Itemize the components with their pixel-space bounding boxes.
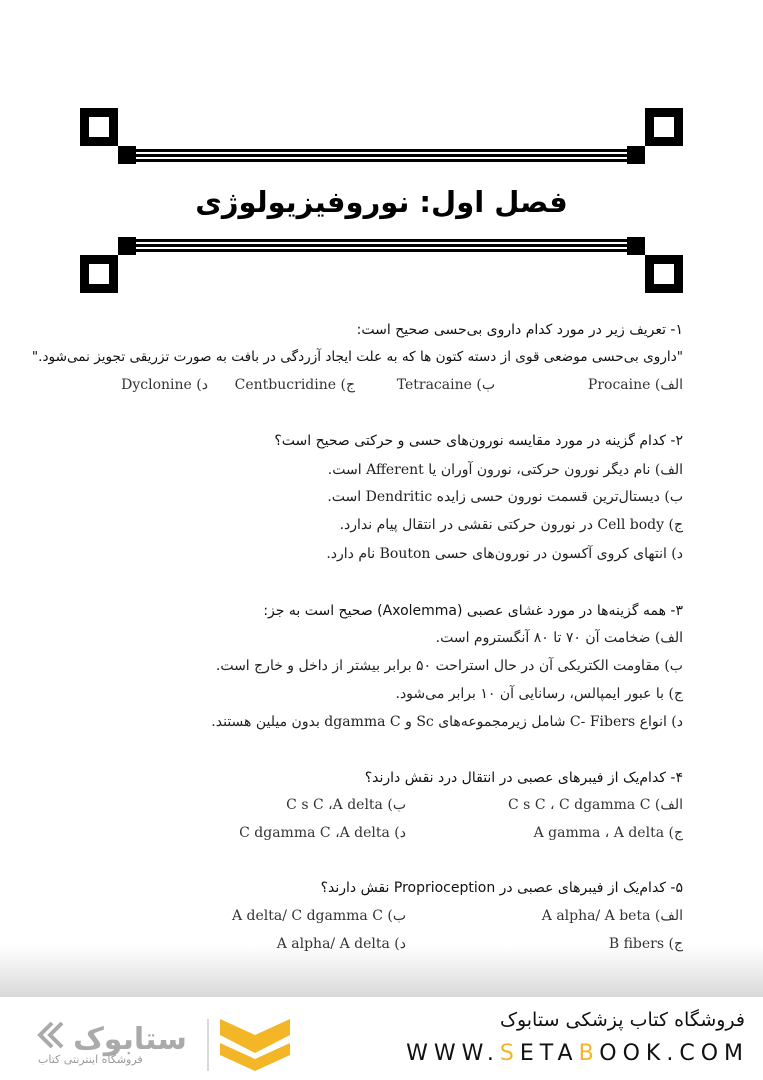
- option: ب) مقاومت الکتریکی آن در حال استراحت ۵۰ برابر بیشتر از داخل و خارج است.: [215, 658, 683, 674]
- option: د) C dgamma C ،A delta: [239, 825, 406, 841]
- store-name: فروشگاه کتاب پزشکی ستابوک: [499, 1009, 745, 1031]
- question-4: ۴- کدام‌یک از فیبرهای عصبی در انتقال درد نقش دارند؟: [364, 770, 683, 786]
- option: د) A alpha/ A delta: [276, 936, 406, 952]
- frame-corner-square: [645, 255, 683, 293]
- option: ب) C s C ،A delta: [286, 797, 406, 813]
- url-accent: S: [499, 1041, 520, 1066]
- option: ج) Cell body در نورون حرکتی نقشی در انتقال پیام ندارد.: [339, 517, 683, 533]
- question-1: ۱- تعریف زیر در مورد کدام داروی بی‌حسی صحیح است:: [356, 322, 683, 338]
- logo-subtitle: فروشگاه اینترنتی کتاب: [38, 1053, 143, 1066]
- frame-corner-block: [118, 237, 136, 255]
- logo-wordmark: ستابوک: [73, 1022, 187, 1057]
- option: ج) B fibers: [608, 936, 683, 952]
- option: د) انواع C- Fibers شامل زیرمجموعه‌های Sc و dgamma C بدون میلین هستند.: [211, 714, 683, 730]
- store-url[interactable]: [406, 1041, 749, 1066]
- frame-corner-square: [645, 108, 683, 146]
- frame-corner-square: [80, 255, 118, 293]
- url-part: ETA: [519, 1041, 579, 1066]
- question-5: ۵- کدام‌یک از فیبرهای عصبی در Proprioception نقش دارند؟: [320, 880, 683, 896]
- question-2: ۲- کدام گزینه در مورد مقایسه نورون‌های حسی و حرکتی صحیح است؟: [274, 433, 683, 449]
- option: الف) A alpha/ A beta: [541, 908, 683, 924]
- frame-rule-top: [136, 149, 627, 162]
- option: الف) ضخامت آن ۷۰ تا ۸۰ آنگستروم است.: [435, 630, 683, 646]
- option: ج) Centbucridine: [234, 377, 355, 393]
- option: د) انتهای کروی آکسون در نورون‌های حسی Bouton نام دارد.: [326, 546, 683, 562]
- option: ج) با عبور ایمپالس، رسانایی آن ۱۰ برابر می‌شود.: [395, 686, 683, 702]
- question-3: ۳- همه گزینه‌ها در مورد غشای عصبی (Axolemma) صحیح است به جز:: [263, 603, 683, 619]
- url-accent: B: [578, 1041, 600, 1066]
- url-part: WWW.: [406, 1041, 500, 1066]
- chapter-title: فصل اول: نوروفیزیولوژی: [195, 185, 568, 219]
- footer-banner: [0, 997, 763, 1080]
- option: الف) Procaine: [587, 377, 683, 393]
- frame-corner-block: [627, 146, 645, 164]
- question-1-quote: "داروی بی‌حسی موضعی قوی از دسته کتون ها که به علت ایجاد آزردگی در بافت به صورت تزریقی تجویز نمی‌شود.": [31, 349, 683, 365]
- option: ب) دیستال‌ترین قسمت نورون حسی زایده Dendritic است.: [327, 489, 683, 505]
- url-part: OOK.COM: [599, 1041, 749, 1066]
- option: ج) A gamma ، A delta: [533, 825, 683, 841]
- option: ب) A delta/ C dgamma C: [231, 908, 406, 924]
- frame-corner-block: [118, 146, 136, 164]
- frame-corner-square: [80, 108, 118, 146]
- frame-corner-block: [627, 237, 645, 255]
- option: ب) Tetracaine: [396, 377, 495, 393]
- option: د) Dyclonine: [121, 377, 208, 393]
- option: الف) C s C ، C dgamma C: [508, 797, 683, 813]
- frame-rule-bottom: [136, 239, 627, 252]
- option: الف) نام دیگر نورون حرکتی، نورون آوران یا Afferent است.: [327, 462, 683, 478]
